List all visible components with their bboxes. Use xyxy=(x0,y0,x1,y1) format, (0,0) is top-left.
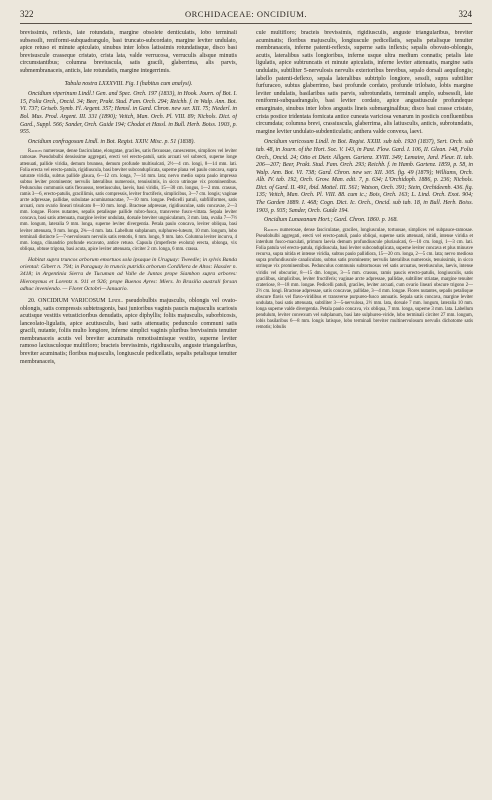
species-author: Lindl. xyxy=(108,297,123,304)
running-title: ORCHIDACEAE: ONCIDIUM. xyxy=(185,9,307,19)
species-name: ONCIDIUM VARICOSUM xyxy=(38,297,106,304)
synonymy-citation-2: Oncidium Lunaeanum Hort.; Gard. Chron. 1860. p. 168. xyxy=(264,217,398,224)
species-number: 20. xyxy=(28,297,36,304)
diagnosis-continuation: cule multifloro; bracteis brevissimis, rigidiusculis, anguste triangularibus, breviter acuminatis; floribus majusculis, longiuscule pedicellatis, sepalis petalisque tenuiter membranaceis, inferne patenti-reflexis, superne satis inflexis; sepalis obovato-oblongis, acutis, lateralibus satis longioribus, inferne usque ultra medium connatis; petalis late ligulatis, apice subtruncatis et minute apiculatis, inferne leviter attenuatis, margine satis undulatis, subtiliter 5-nervulosis nervulis exterioribus brevibus, sepalo dorsali aequilongis; labello patenti-deflexo, sepala lateralibus subtriplo longiore, sessili, supra subtiliter furfuraceo, subtus glaberrimo, basi profunde cordato, profunde trilobato, lobis margine leviter undulatis, basilaribus satis parvis, subrotundatis, terminali amplo, subsessili, late reniformi-subquadrangulo, basi leviter cordato, apice angustiuscule profundeque emarginato, sinubus inter lobos angustis lineis submarginalibus; disco basi crasse cristato, crista postice tridentata fornicata antice cuneata variciosa venarum in posticis confluentibus circumdata; columna brevi, crassiuscula, glaberrima, alis latiusculis, anticis, subrotundatis, margine leviter undulato-subdenticulatis; anthera valde convexa, laevi. xyxy=(256,30,473,135)
species-diagnosis: pseudobulbis majusculis, oblongis vel ovato-oblongis, satis compressis subtetragonis, basi junioribus vaginis paucis majusculis scariosis acutisque vestitis vetusticioribus denudatis, apice diphyllis; foliis majusculis, suborbicosis, lanceolato-ligulatis, apice acutiusculis, basi satis attenuatis; pedunculo communi satis gracili, nutante, foliis multo longiore, inferne simplici vaginis pluribus brevissimis tenuiter membranaceis acutis vel breviter acuminatis remotissimisque vestito, superne leviter ramoso laxiusculoque multifloro; bracteis brevissimis, rigidiusculis, anguste triangularibus, breviter acuminatis; floribus majusculis, longiuscule pedicellatis, sepalis petalisque tenuiter membranaceis, xyxy=(20,297,237,365)
description-paragraph xyxy=(256,228,473,332)
description-continuation: brevissimis, reflexis, late rotundatis, margine obsolete denticulatis, lobo terminali subsessili, reniformi-subquadrangulo, basi truncato-subcordato, margine leviter undulato, apice retuso et minute apiculato, sinubus inter lobos latissimis rotundatisque, disco basi brevisuscule crasseque cristato, crista lata, valde verrucosa, verruculis alisque minutis circumstantibus; columna breviuscula, satis gracili, glaberrima, alis parvis, submembranaceis, anticis, late rotundatis, margine integerrimis. xyxy=(20,30,237,74)
description-body: numerosae, dense fasciculatae, elongatae, graciles, satis flexuosae, canescentes, simplices vel leviter ramosae. Pseudobulbi densissime aggregati, erecti vel erecto-patuli, satis arcuati vel subrecti, superne longe attenuati, pallide viridia, demum brunnea, demum profunde multisulcati, 2½—4 cm. longi, 8—14 mm. lati. Folia erecta vel erecto-patula, rigidiuscula, basi breviter subconduplicata, superne plana vel paulo concava, supra saturate viridia, subtus pallide glauca, 6—12 cm. longa, 7—14 mm. lata; nervo medio supra paulo impresso subtus leviter prominente; nervulis lateralibus numerosis, tenuissimis, in sicco utrinque vix prominentibus. Pedunculus communis satis flexuosus, teretiusculus, laevis, basi viridis, 15—30 cm. longus, 1—2 mm. crassus, ramis 3—6, erecto-patulis, gracillimis, satis compressis, leviter fructiferis, simplicibus, 3—7 cm. longis; vaginae arcte adpressae, pallidae, subulatae acuminatoacutae, 7—10 mm. longae. Pedicelli patuli, subfiliformes, satis arcuati, cum ovario lineari trisulcato 8—10 mm. longi. Bracteae adpressae, rigidiusculae, satis concavae, 2—3 mm. longae. Flores nutantes, sepalis petalisque pallide rubro-fusca, transverse fusco-vittata. Sepala leviter concava, basi satis attenuata, margine leviter undulata, dorsale breviter unguiculatum, 3 mm. lata, ovalia 7—7½ mm. longum, lateralia 9 mm. longa, superne leviter divergentia. Petala paulo concava, leviter obliqua, basi leviter attenuata, 9 mm. longa, 2¾—4 mm. lata. Labellum subplanum, sulphureo-luteum, 10 mm. longum, lobo terminali distincte 5—7-nervulosum nervulis satis remotis, 6 mm. longo, 9 mm. lato. Columna leviter incurva, 4 mm. longa, clinandrio profunde excavato, antice retuso. Capsula (imperfecte evoluta) erecta, oblonga, vix obliqua, obtuse trigona, basi acuta, apice leviter attenuata, circiter 2 cm. longa, 6 mm. crassa. xyxy=(20,149,237,252)
habitat-paragraph: Habitat supra truncos arborum emortuos sola ipsaque in Uruguay: Tweedie; in sylvis Banda oriental: Gibert n. 794; in Paraguay in truncis putridis arborum Cordillera de Altos: Hassler n. 3418; in Argentinia Sierra de Tucuman ad Valle de Juntas prope Siambon supra arbores: Hieronymus et Lorentz n. 911 et 926; prope Buenos Ayres: Miers. In Brasilia australi forsan adhuc inveniendo. — Floret Octobri—Januario. xyxy=(20,256,237,292)
page-number-left: 322 xyxy=(20,9,34,19)
page-header xyxy=(20,9,472,24)
left-column xyxy=(20,30,237,792)
description-paragraph xyxy=(20,149,237,253)
description-lead-word: Radices xyxy=(264,227,279,233)
right-column xyxy=(256,30,473,792)
description-lead-word: Radices xyxy=(28,149,43,155)
synonymy-citation: Oncidium viperinum Lindl.! Gen. and Spec. Orch. 197 (1833), in Hook. Journ. of Bot. I. 15, Folia Orch., Oncid. 34; Beer, Prakt. Stud. Fam. Orch. 294; Reichb. f. in Walp. Ann. Bot. VI. 737; Griseb. Symb. Fl. Argent. 357; Hemsl. in Gard. Chron. new ser. XII. 75; Niederl. in Bol. Mus. Prod. Argent. III. 331 (1890); Veitch, Man. Orch. Pl. VIII. 89; Nichols. Dict. of Gard., Suppl. 566; Sander, Orch. Guide 194; Chodat et Hassl. in Bull. Herb. Boiss. 1903, p. 955. xyxy=(20,91,237,136)
page-number-right: 324 xyxy=(458,9,472,19)
plate-caption: Tabula nostra LXXXVIII. Fig. I (habitus cum analysi). xyxy=(64,80,193,87)
species-heading xyxy=(20,298,237,366)
description-body: numerosae, dense fasciculatae, graciles, longiusculae, tortuosae, simplices vel subpauce-ramosae. Pseudobulbi aggregati, erecti vel erecto-patuli, paulo obliqui, superne satis attenuati, nitidi, intense viridia et interdum fusco-maculati, primum laevia demum profundiuscule pluriaulcati, 6—10 cm. longi, 1—3 cm. lati. Folia patula vel erecto-patula, rigidiuscula, basi leviter subconduplicata, superne leviter concava et plus minusve recurva, supra nitida et intense viridia, subtus paulo pallidiora, 15—20 cm. longa, 2—5 cm. lata; nervo medioso supra profundiuscule canaliculato, subtus satis prominente; nervulis lateralibus numerosis, tenuissimis, in sicco utrinque vix prominentibus. Pedunculus communis subtortuosus vel satis arcuatus, teretiusculus, laevis, intense viridis vel obscurior, 8—15 dm. longus, 3—5 mm. crassus, ramis paucis erecto-patulis, longiusculis, satis gracilibus, simplicibus, leviter fructiferis; vaginae arcte adpressae, pallidae, subtiliter striatae, margine tenuiter crateriose, 8—18 mm. longae. Pedicelli patuli, graciles, leviter arcuati, cum ovario lineari obscure trigono 2—2½ cm. longi. Bracteae adpressae, satis concavae, pallidae, 3—4 mm. longae. Flores nutantes, sepalis petalisque obscure flavis vel flavo-viridibus et transverse purpureo-fusco annuatis. Sepala satis concava, margine leviter undulata, basi satis attenuata, subtiliter 3—5-nervulosa, 2½ mm. lata, dorsale 7 mm. longum, lateralia 10 mm. longa superne valde divergentia. Petala paulo concava, vix obliqua, 7 mm. longa, superne 3 mm. lata. Labellum pendulum, leviter convexum vel subplanum, basi late sulphureo-viride, lobo terminali circiter 27 mm. longum, lobis basilaribus 6—8 mm. longis latisque, lobo terminali breviter multinervulosum nervulis dichotome satis remotis; lobulis xyxy=(256,227,473,331)
synonymy-citation-2: Oncidium confragosum Lindl. in Bot. Regist. XXIV. Misc. p. 51 (1838). xyxy=(28,138,195,145)
synonymy-citation: Oncidium varicosum Lindl. in Bot. Regist. XXIII. sub tab. 1920 (1837), Sert. Orch. sub tab. 48, in Journ. of the Hort. Soc. V. 143, in Paxt. Flow. Gard. I. 106, II. Glean. 148, Folia Orch., Oncid. 24; Otto et Dietr. Allgem. Gartenz. XVIII. 349; Lemaire, Jard. Fleur. II. tab. 206—207; Beer, Prakt. Stud. Fam. Orch. 293; Reichb. f. in Hamb. Gartenz. 1859, p. 58, in Walp. Ann. Bot. VI. 738; Gard. Chron. new ser. XII. 305. fig. 49 (1879); Williams, Orch. Alb. IV. tab. 192, Orch. Grow. Man. edit. 7, p. 634; L'Orchidoph. 1886, p. 236; Nichols. Dict. of Gard. II. 491, ibid. Mottel. III. 561; Watson, Orch. 391; Stein, Orchideenb. 436. fig. 135; Veitch, Man. Orch. Pl. VIII. 88. cum ic.; Bois, Orch. 163; L. Lind. Orch. Exot. 904; The Garden 1889. I. 468; Cogn. Dict. Ic. Orch., Oncid. sub tab. 18, in Bull. Herb. Boiss. 1903, p. 935; Sander, Orch. Guide 194. xyxy=(256,139,473,214)
